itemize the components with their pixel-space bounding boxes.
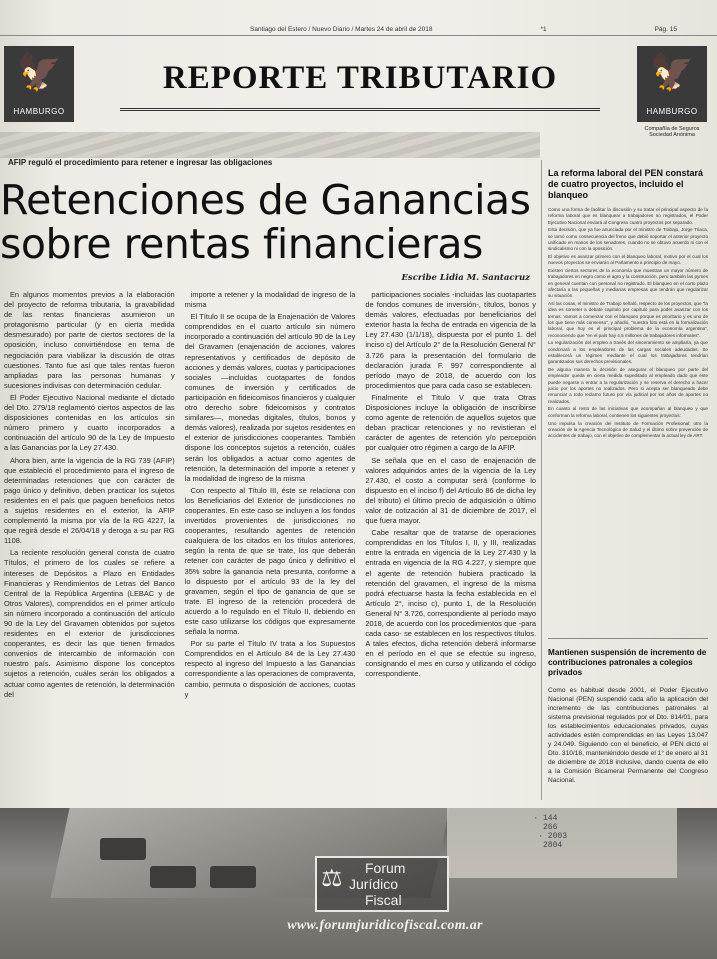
secondary-body: Como es habitual desde 2001, el Poder Ejecutivo Nacional (PEN) suspendió cada año la aplicación del incremento de las contribuciones patronales al sistema previsional regulados por el Dto. 814/01, para los establecimientos educacionales privados, cuyas actividades estén comprendidas en las Leyes 13.047 y 24.049. Siguiendo con el beneficio, el PEN dictó el Dto. 310/18, manteniéndolo desde el 1° de enero al 31 de diciembre de 2018 inclusive, dando cuenta de ello a la Comisión Bicameral Permanente del Congreso Nacional. xyxy=(548,687,708,784)
paragraph: El Título II se ocupa de la Enajenación de Valores comprendidos en el cuarto artículo sin número incorporado a continuación del artículo 90 de la Ley del Gravamen (enajenación de acciones, valores representativos y certificados de depósito de acciones y demás valores, cuotas y participaciones sociales —incluidas cuotapartes de fondos comunes de inversión y certificados de participación en fideicomisos financieros y cualquier otro derecho sobre fideicomisos y contratos similares—, monedas digitales, títulos, bonos y demás valores), realizada por sujetos residentes en el exterior de jurisdicciones cooperantes. También dispone los conceptos sujetos a retención, cuáles serán los obligados a actuar como agentes de retención, la determinación del importe a retener y la modalidad de ingreso de la misma xyxy=(184,312,356,483)
header-divider xyxy=(0,35,717,36)
article-columns xyxy=(4,290,536,702)
sidebar-divider xyxy=(548,638,708,639)
paragraph: Por su parte el Título IV trata a los Supuestos Comprendidos en el Artículo 84 de la Ley 27.430 respecto al ingreso del Impuesto a las Ganancias correspondiente a las operaciones de compraventa, cambio, permuta o disposición de acciones, cuotas y xyxy=(184,639,356,699)
issue-info: Santiago del Estero / Nuevo Diario / Martes 24 de abril de 2018 xyxy=(250,26,433,33)
forum-logo xyxy=(315,856,449,912)
hamburgo-logo-right xyxy=(637,46,707,138)
article-column-3 xyxy=(365,290,536,702)
hamburgo-logo-left xyxy=(4,46,74,122)
faded-banner xyxy=(0,132,540,158)
paragraph: Como una forma de facilitar la discusión y su tratar el principal aspecto de la reforma laboral que es blanquear a trabajadores no registrados, el Poder Ejecutivo Nacional enviará al Congreso cuatro proyectos por separado. xyxy=(548,207,708,225)
logo-subtitle: Compañía de Seguros Sociedad Anónima xyxy=(644,126,700,138)
secondary-title: Mantienen suspensión de incremento de contribuciones patronales a colegios privados xyxy=(548,648,707,677)
paragraph: Uno impulsa la creación del Instituto de Formación Profesional; otro la creación de la Agencia Tecnológica de Salud y el último sobre prevención de accidentes de trabajo, con el objetivo de complementar la actual ley de ART. xyxy=(548,420,708,439)
column-divider xyxy=(541,160,542,800)
headline-line-2: sobre rentas financieras xyxy=(0,220,483,268)
section-marker: *1 xyxy=(540,26,547,33)
page-number: Pág. 15 xyxy=(654,26,677,33)
paragraph: Existen ciertos sectores de la economía que muestran un mayor número de trabajadores en negro como el agro y la construcción, pero también las pymes en general cuentan con personal no registrado. El blanqueo en el corto plazo afectaría a las pequeñas y medianas empresas que tendrán que regularizar su situación. xyxy=(548,268,708,299)
paragraph: La reciente resolución general consta de cuatro Títulos, el primero de los cuales se refiere a intereses de Depósitos a Plazo en Entidades Financieras y Rendimientos de Letras del Banco Central de la República Argentina (LEBAC y de Otros Valores), comprendidos en el primer artículo sin número incorporado a continuación del artículo 90 de la Ley del Gravamen obtenidos por sujetos residentes en el exterior de jurisdicciones cooperantes, es decir las que tienen firmados convenios de intercambio de información con nuestro país. Asimismo dispone los conceptos sujetos a retención, cuáles serán los obligados a actuar como agentes de retención, la determinación del xyxy=(4,548,175,699)
paragraph: El objetivo es avanzar primero con el blanqueo laboral, motivo por el cual los nuevos proyectos se enviarán al Parlamento a principio de mayo. xyxy=(548,254,708,266)
paragraph: De alguna manera la decisión de asegurar el blanqueo por parte del empleador queda en cierta medida supeditado al empleado dado que éste puede negarse a entrar a la regularización y se reserva el derecho a hacer juicio por los aportes no realizados. Pero si acepta ser blanqueado debe renunciar a todo reclamo futuro por vía judicial por los años de aportes no realizados. xyxy=(548,367,708,404)
article-column-2 xyxy=(185,290,356,702)
paragraph: Así las cosas, el ministro de Trabajo señaló, respecto de los proyectos, que "la idea es someter a debate capítulo por capítulo para poder avanzar con los temas. Vamos a comenzar con el blanqueo porque es prioritario y es uno de los que tiene más consenso", y añadió, "nuestra foto está en la formalización laboral, que hoy es el principal problema de la economía argentina", reconociendo que "en el país hay 4,5 millones de trabajadores informales". xyxy=(548,301,708,338)
article-kicker: AFIP reguló el procedimiento para retener e ingresar las obligaciones xyxy=(8,158,273,167)
paragraph: Ahora bien, ante la vigencia de la RG 739 (AFIP) que estableció el procedimiento para el ingreso de determinadas retenciones que con carácter de pago único y definitivo, deben practicar los sujetos residentes en el país que paguen beneficios netos a sujetos residentes en el exterior, la AFIP complementó la misma por vía de la RG 4227, la que regirá desde el 26/04/18 y deroga a su par RG 1108. xyxy=(4,455,175,546)
paragraph: En algunos momentos previos a la elaboración del proyecto de reforma tributaria, la gravabilidad de las rentas financieras asumieron un protagonismo particular (y en cierta medida desmesurado) por parte de ciertos sectores de la oposición, incluso convirtiéndose en tema de negociación para viabilizar la discusión de otras cuestiones. Tanto fue así que tales rentas fueron ampliadas para las personas humanas y sucesiones indivisas con determinación cedular. xyxy=(4,290,175,390)
paragraph: La regularización del empleo a través del sinceramiento se ampliaría, ya que condonará a los empleadores de las cargas sociales adeudadas. Se establecerá un régimen mediante el cual los trabajadores tendrían garantizados sus derechos previsionales. xyxy=(548,340,708,365)
scale-icon: ⚖ xyxy=(321,866,343,892)
sidebar-body xyxy=(548,207,708,439)
page-header-line xyxy=(250,26,677,33)
article-column-1 xyxy=(4,290,175,702)
calculator-key xyxy=(210,866,256,888)
article-byline: Escribe Lidia M. Santacruz xyxy=(401,273,530,283)
calculator-key xyxy=(100,838,146,860)
brand-line-1: Forum xyxy=(365,860,406,876)
paragraph: Finalmente el Título V que trata Otras Disposiciones incluye la obligación de inscribirse como agente de retención de aquellos sujetos que deban practicar retenciones y no revistieran el carácter de agentes de retención y/o percepción por cualquier otro régimen a cargo de la AFIP. xyxy=(365,392,537,453)
article-headline xyxy=(0,178,540,266)
headline-line-1: Retenciones de Ganancias xyxy=(0,176,531,224)
eagle-crest-icon: 🦅 xyxy=(649,51,695,92)
section-title: REPORTE TRIBUTARIO xyxy=(162,60,558,96)
paragraph: El Poder Ejecutivo Nacional mediante el dictado del Dto. 279/18 reglamentó ciertos aspectos de las disposiciones contenidas en los artículos sin número primero y cuarto incorporados a continuación del artículo 90 de la Ley de Impuesto a las Ganancias por la Ley 27.430. xyxy=(4,392,175,453)
paragraph: Se señala que en el caso de enajenación de valores adquiridos antes de la vigencia de la Ley 27.430, el costo a computar será (conforme lo dispuesto en el inciso f) del Artículo 86 de dicha ley del tributo) el último precio de adquisición o último valor de cotización al 31 de diciembre de 2017, el que fuera mayor. xyxy=(365,455,537,526)
calculator-key xyxy=(150,866,196,888)
title-rule xyxy=(120,108,600,111)
advertisement-banner[interactable] xyxy=(0,808,717,959)
receipt-numbers: · 144 266 · 2003 2804 xyxy=(533,814,567,850)
paragraph: participaciones sociales -incluidas las cuotapartes de fondos comunes de inversión-, títulos, bonos y demás valores, efectuadas por beneficiarios del exterior hasta la fecha de entrada en vigencia de la Ley 27.430 (1/1/18), dispuesta por el punto 1. del inciso c) del Artículo 2° de la Resolución General N° 3.726 para la presentación del formulario de declaración jurada F. 997 correspondiente al período mayo de 2018, de acuerdo con los procedimientos que para cada caso se establecen. xyxy=(365,290,537,390)
paragraph: Con respecto al Título III, éste se relaciona con los Beneficiarios del Exterior de jurisdicciones no cooperantes. En este caso se incluyen a los fondos invertidos provenientes de jurisdicciones no cooperantes, resultando agentes de retención cualquiera de los citados en los títulos anteriores, según la renta de que se trate, los que deberán retener con carácter de pago único y definitivo el 35% sobre la ganancia neta presunta, conforme a lo dispuesto por el artículo 93 de la ley del gravamen, según el tipo de ganancia de que se trate. El ingreso de la retención procederá de acuerdo a lo regulado en el Título II, debiendo en este caso utilizarse los códigos que expresamente señala la norma. xyxy=(184,485,356,637)
sidebar-title: La reforma laboral del PEN constará de cuatro proyectos, incluido el blanqueo xyxy=(548,168,704,200)
logo-text: HAMBURGO xyxy=(13,107,65,116)
secondary-article xyxy=(548,648,708,785)
sidebar-article xyxy=(548,168,708,441)
logo-text: HAMBURGO xyxy=(646,107,698,116)
paragraph: Esta decisión, que ya fue anunciada por el ministro de Trabajo, Jorge Triaca, se tomó como consecuencia del freno que debió soportar el anterior proyecto unificado en manos de los senadores, cuando no se obtuvo acuerdo ni con el sindicalismo ni con la oposición. xyxy=(548,227,708,252)
brand-line-3: Fiscal xyxy=(365,892,402,908)
paragraph: Cabe resaltar que de tratarse de operaciones comprendidas en los Títulos I, II, y III, realizadas entre la entrada en vigencia de la Ley 27.430 y la entrada en vigencia de la RG 4.227, y siempre que el agente de retención hubiera practicado la retención del gravamen, el ingreso de la misma podrá efectuarse hasta la fecha establecida en el Artículo 2°, inciso c), punto 1, de la Resolución General N° 3.726, correspondiente al período mayo 2018, de acuerdo con los procedimientos que -para cada caso- se establecen en los respectivos títulos. A tales efectos, dicha retención deberá informarse en el período en el que se efectúe su ingreso, consignando el mes en curso y utilizando el código correspondiente. xyxy=(365,528,537,679)
ad-url[interactable]: www.forumjuridicofiscal.com.ar xyxy=(287,918,483,933)
paragraph: En cuanto al resto de las iniciativas que acompañan al blanqueo y que conforman la reforma laboral, contienen los siguientes proyectos: xyxy=(548,406,708,418)
eagle-crest-icon: 🦅 xyxy=(16,51,62,92)
paragraph: importe a retener y la modalidad de ingreso de la misma xyxy=(184,290,356,310)
brand-line-2: Jurídico xyxy=(349,876,399,892)
